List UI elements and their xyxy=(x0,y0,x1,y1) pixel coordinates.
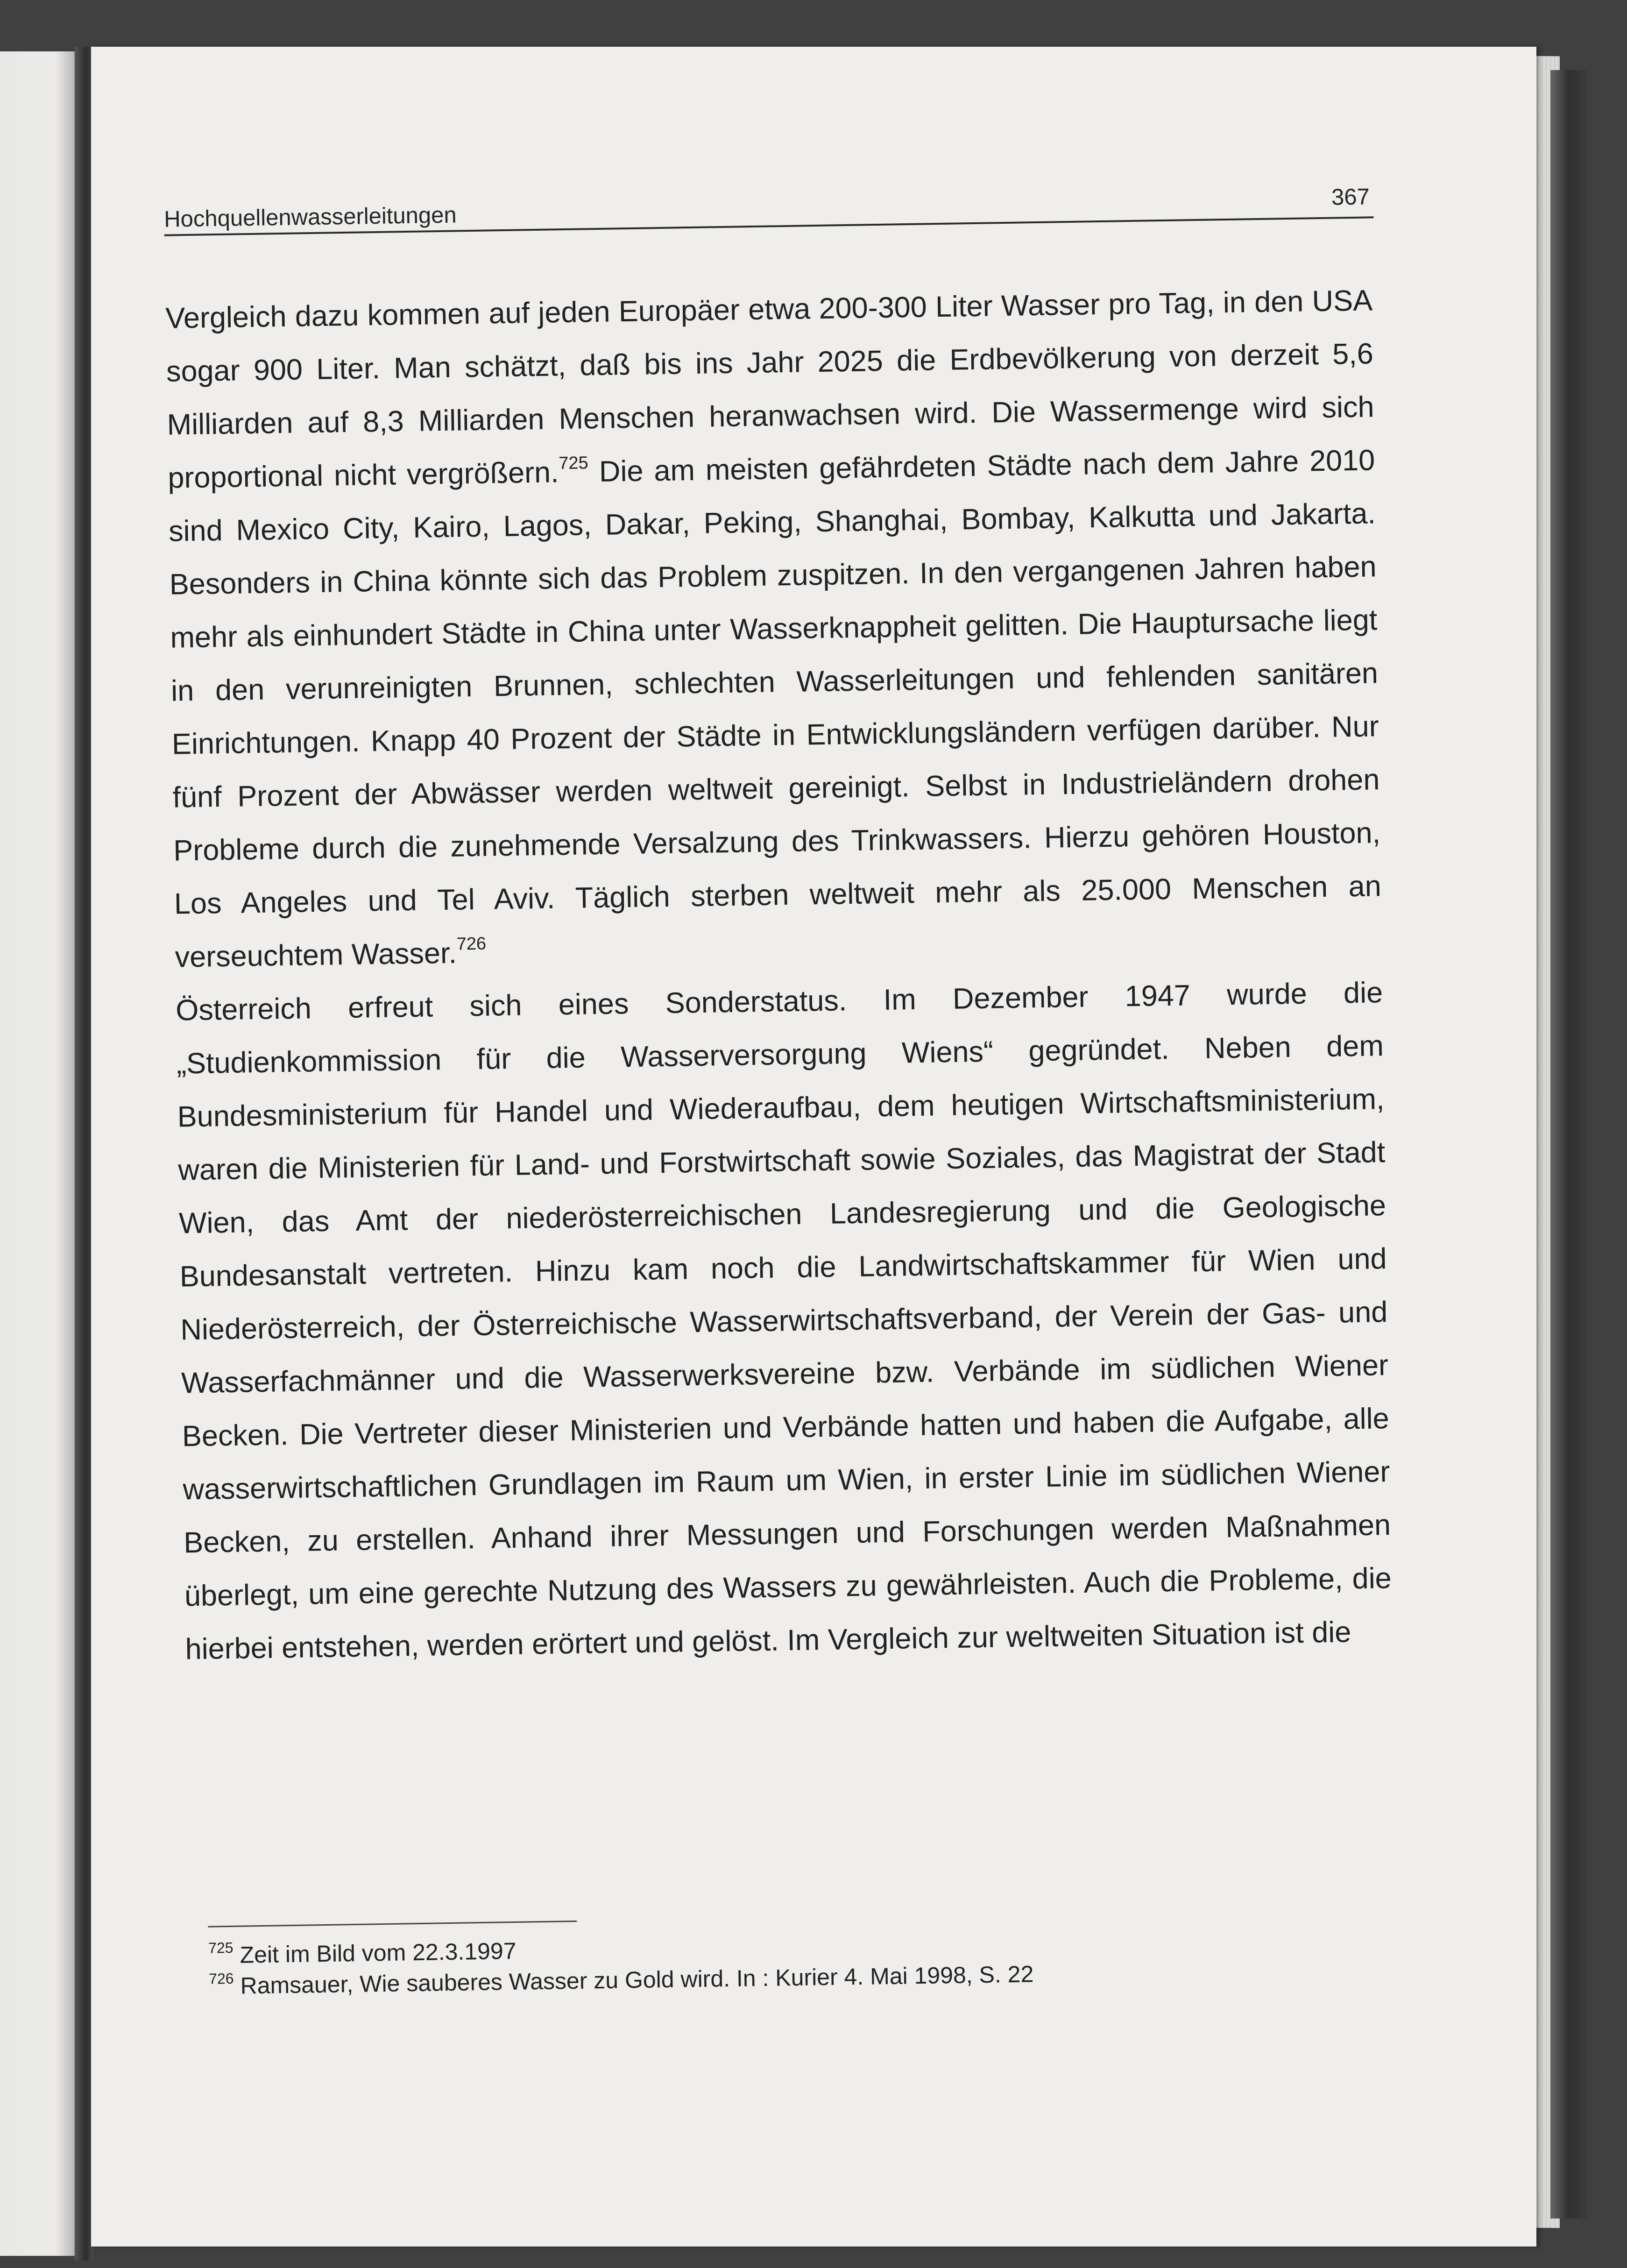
footnote-separator xyxy=(208,1921,577,1928)
page-number: 367 xyxy=(1331,184,1370,210)
paragraph-1 xyxy=(165,274,1383,984)
paragraph-1-text-b: Die am meisten gefährdeten Städte nach dem Jahre 2010 sind Mexico City, Kairo, Lagos, Dakar, Peking, Shanghai, Bombay, Kalkutta und Jakarta. Besonders in China könnte sich das Problem zuspitzen. In den vergangenen Jahren haben mehr als einhundert Städte in China unter Wasserknappheit gelitten. Die Hauptursache liegt in den verunreinigten Brunnen, schlechten Wasserleitungen und fehlenden sanitären Einrichtungen. Knapp 40 Prozent der Städte in Entwicklungsländern verfügen darüber. Nur fünf Prozent der Abwässer werden weltweit gereinigt. Selbst in Industrieländern drohen Probleme durch die zunehmende Versalzung des Trinkwassers. Hierzu gehören Houston, Los Angeles und Tel Aviv. Täglich sterben weltweit mehr als 25.000 Menschen an verseuchtem Wasser. xyxy=(168,444,1382,974)
book-cover-edge xyxy=(1550,70,1588,2218)
running-header-title: Hochquellenwasserleitungen xyxy=(163,202,457,232)
footnote-ref-725: 725 xyxy=(559,453,589,474)
footnote-number: 726 xyxy=(208,1970,234,1988)
previous-page-edge xyxy=(0,51,79,2256)
footnote-number: 725 xyxy=(208,1939,233,1957)
footnote-text: Ramsauer, Wie sauberes Wasser zu Gold wird. In : Kurier 4. Mai 1998, S. 22 xyxy=(233,1961,1034,1999)
page-content xyxy=(75,36,1553,2257)
footnotes xyxy=(208,1923,1330,2002)
running-header xyxy=(164,184,1374,236)
footnote-ref-726: 726 xyxy=(456,934,487,954)
paragraph-2-text: Österreich erfreut sich eines Sonderstatus. Im Dezember 1947 wurde die „Studienkommission für die Wasserversorgung Wiens“ gegründet. Neben dem Bundesministerium für Handel und Wiederaufbau, dem heutigen Wirtschaftsministerium, waren die Ministerien für Land- und Forstwirtschaft sowie Soziales, das Magistrat der Stadt Wien, das Amt der niederösterreichischen Landesregierung und die Geologische Bundesanstalt vertreten. Hinzu kam noch die Landwirtschaftskammer für Wien und Niederösterreich, der Österreichische Wasserwirtschaftsverband, der Verein der Gas- und Wasserfachmänner und die Wasserwerksvereine bzw. Verbände im südlichen Wiener Becken. Die Vertreter dieser Ministerien und Verbände hatten und haben die Aufgabe, alle wasserwirtschaftlichen Grundlagen im Raum um Wien, in erster Linie im südlichen Wiener Becken, zu erstellen. Anhand ihrer Messungen und Forschungen werden Maßnahmen überlegt, um eine gerechte Nutzung des Wassers zu gewährleisten. Auch die Probleme, die hierbei entstehen, werden erörtert und gelöst. Im Vergleich zur weltweiten Situation ist die xyxy=(175,976,1392,1666)
footnote-text: Zeit im Bild vom 22.3.1997 xyxy=(233,1937,516,1968)
paragraph-1-text-a: Vergleich dazu kommen auf jeden Europäer etwa 200-300 Liter Wasser pro Tag, in den USA sogar 900 Liter. Man schätzt, daß bis ins Jahr 2025 die Erdbevölkerung von derzeit 5,6 Milliarden auf 8,3 Milliarden Menschen heranwachsen wird. Die Wassermenge wird sich proportional nicht vergrößern. xyxy=(165,284,1374,495)
body-text xyxy=(165,274,1393,1676)
paragraph-2 xyxy=(176,966,1393,1676)
book-page xyxy=(91,47,1536,2247)
